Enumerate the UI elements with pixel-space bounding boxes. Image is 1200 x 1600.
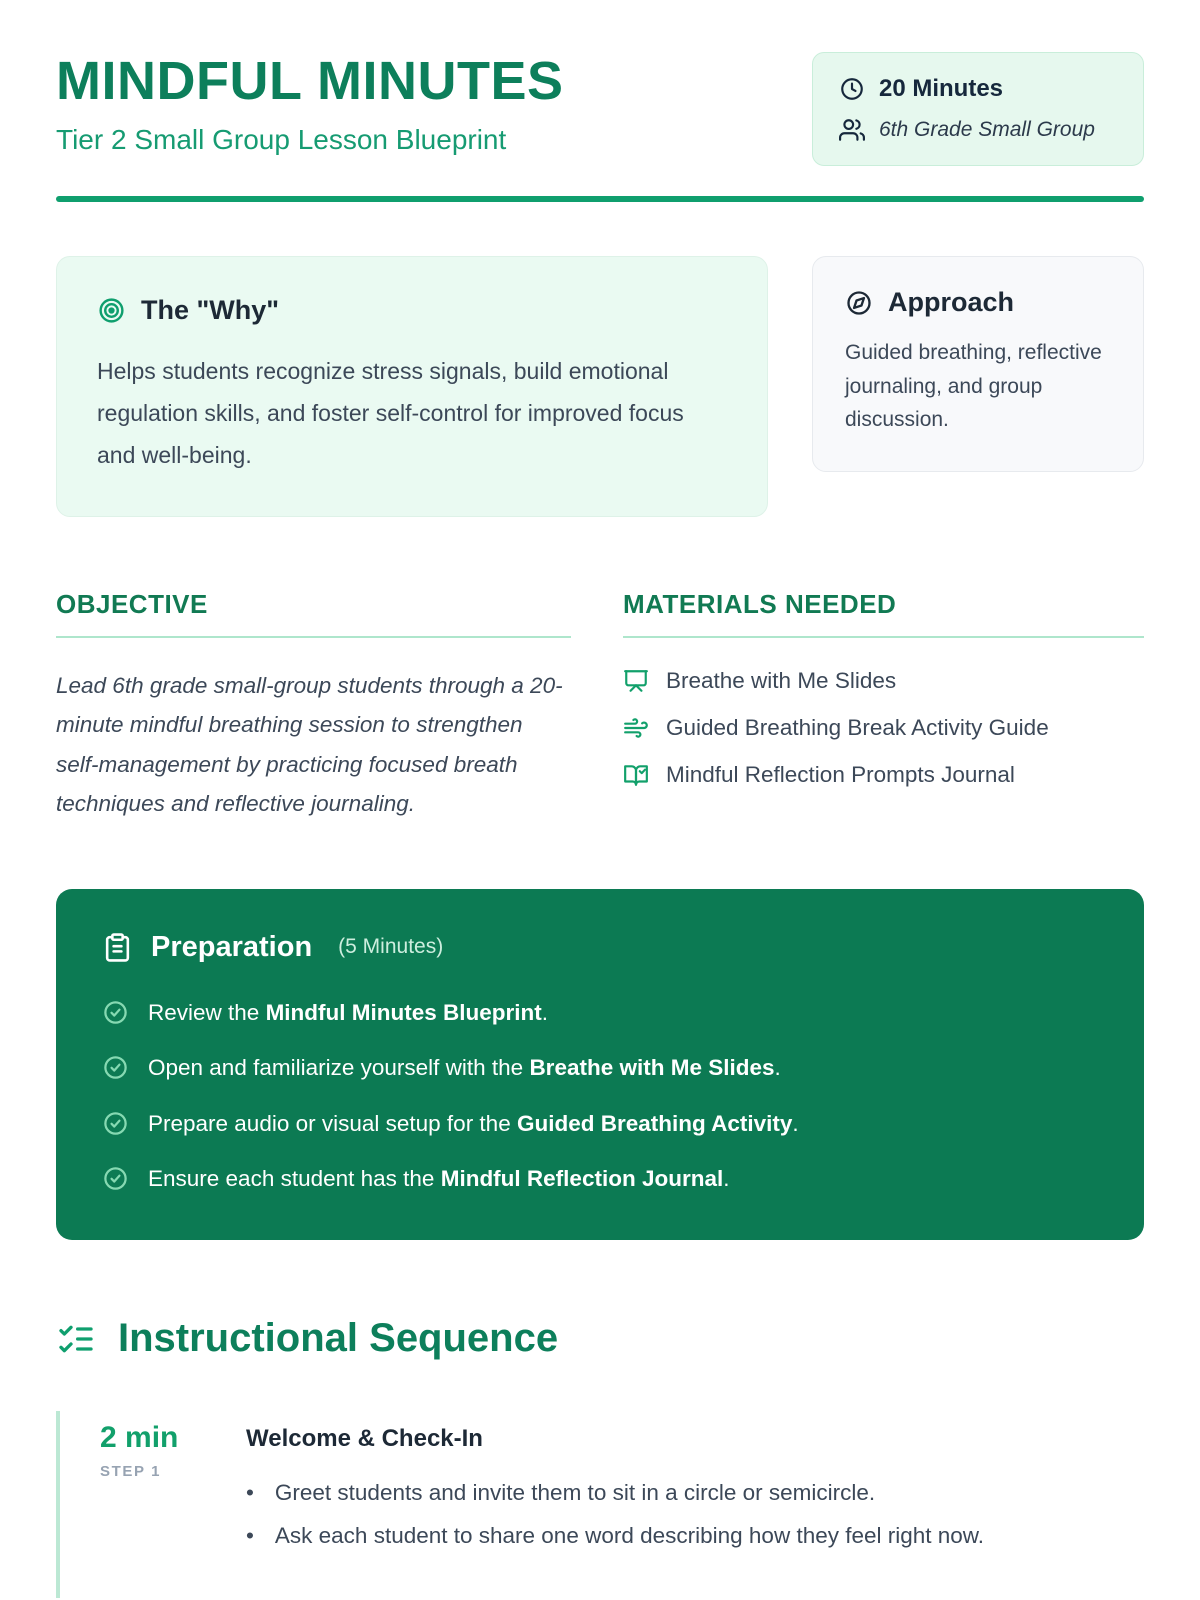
check-circle-icon [102,1165,129,1192]
check-circle-icon [102,1054,129,1081]
objective-section [56,589,571,823]
step-body [246,1421,1081,1557]
header-titles [56,50,563,156]
preparation-duration: (5 Minutes) [338,935,444,959]
material-label: Breathe with Me Slides [666,668,897,694]
wind-icon [623,715,649,741]
prep-item [102,1109,1098,1139]
prep-item [102,1164,1098,1194]
book-open-icon [623,762,649,788]
material-label: Guided Breathing Break Activity Guide [666,715,1049,741]
prep-item-text: Prepare audio or visual setup for the Guided Breathing Activity. [148,1110,799,1136]
preparation-head [102,931,1098,964]
step-bullet: • Ask each student to share one word describing how they feel right now. [246,1523,985,1549]
materials-section [623,589,1144,823]
step-label: STEP 1 [100,1463,162,1481]
materials-list [623,668,1144,788]
users-icon [839,117,865,143]
approach-card [812,256,1144,472]
page-title: MINDFUL MINUTES [56,51,564,111]
sequence-head [56,1316,1144,1361]
preparation-checklist [102,998,1098,1195]
header [56,50,1144,166]
target-icon [97,296,126,325]
preparation-title: Preparation [151,930,313,963]
bullet-dot: • [246,1480,254,1506]
material-item [623,668,1144,694]
approach-card-head [845,287,1111,318]
preparation-panel [56,889,1144,1241]
list-checks-icon [56,1319,96,1359]
material-label: Mindful Reflection Prompts Journal [666,762,1015,788]
header-divider [56,196,1144,202]
clock-icon [839,76,865,102]
audience-label: 6th Grade Small Group [879,118,1095,141]
page-subtitle: Tier 2 Small Group Lesson Blueprint [56,124,507,155]
check-circle-icon [102,999,129,1026]
why-card-body: Helps students recognize stress signals, build emotional regulation skills, and foster self-control for improved focus and well-being. [97,358,684,469]
step-1 [56,1411,1144,1597]
presentation-icon [623,668,649,694]
prep-item-text: Open and familiarize yourself with the Breathe with Me Slides. [148,1055,781,1081]
why-card [56,256,768,517]
prep-item [102,998,1098,1028]
material-item [623,762,1144,788]
step-bullet: • Greet students and invite them to sit in a circle or semicircle. [246,1480,876,1506]
sequence-title: Instructional Sequence [118,1316,559,1361]
step-duration: 2 min [100,1421,179,1455]
why-card-title: The "Why" [141,295,280,325]
step-bullets [246,1471,1081,1557]
objective-heading: OBJECTIVE [56,589,571,638]
why-card-head [97,295,727,326]
check-circle-icon [102,1110,129,1137]
objective-body: Lead 6th grade small-group students through a 20-minute mindful breathing session to strengthen self-management by practicing focused breath techniques and reflective journaling. [56,673,563,816]
instructional-sequence-section [56,1316,1144,1597]
materials-heading: MATERIALS NEEDED [623,589,1144,638]
duration-row [839,75,1117,103]
prep-item [102,1053,1098,1083]
duration-label: 20 Minutes [879,75,1004,102]
bullet-dot: • [246,1523,254,1549]
approach-card-body: Guided breathing, reflective journaling, and group discussion. [845,341,1102,432]
approach-card-title: Approach [888,287,1015,317]
prep-item-text: Review the Mindful Minutes Blueprint. [148,999,549,1025]
audience-row [839,117,1117,143]
step-meta [100,1421,206,1557]
summary-cards [56,256,1144,517]
material-item [623,715,1144,741]
clipboard-icon [102,932,133,963]
compass-icon [845,289,873,317]
prep-item-text: Ensure each student has the Mindful Reflection Journal. [148,1165,730,1191]
objective-materials-section [56,589,1144,823]
lesson-meta-box [812,52,1144,166]
step-title: Welcome & Check-In [246,1425,483,1453]
